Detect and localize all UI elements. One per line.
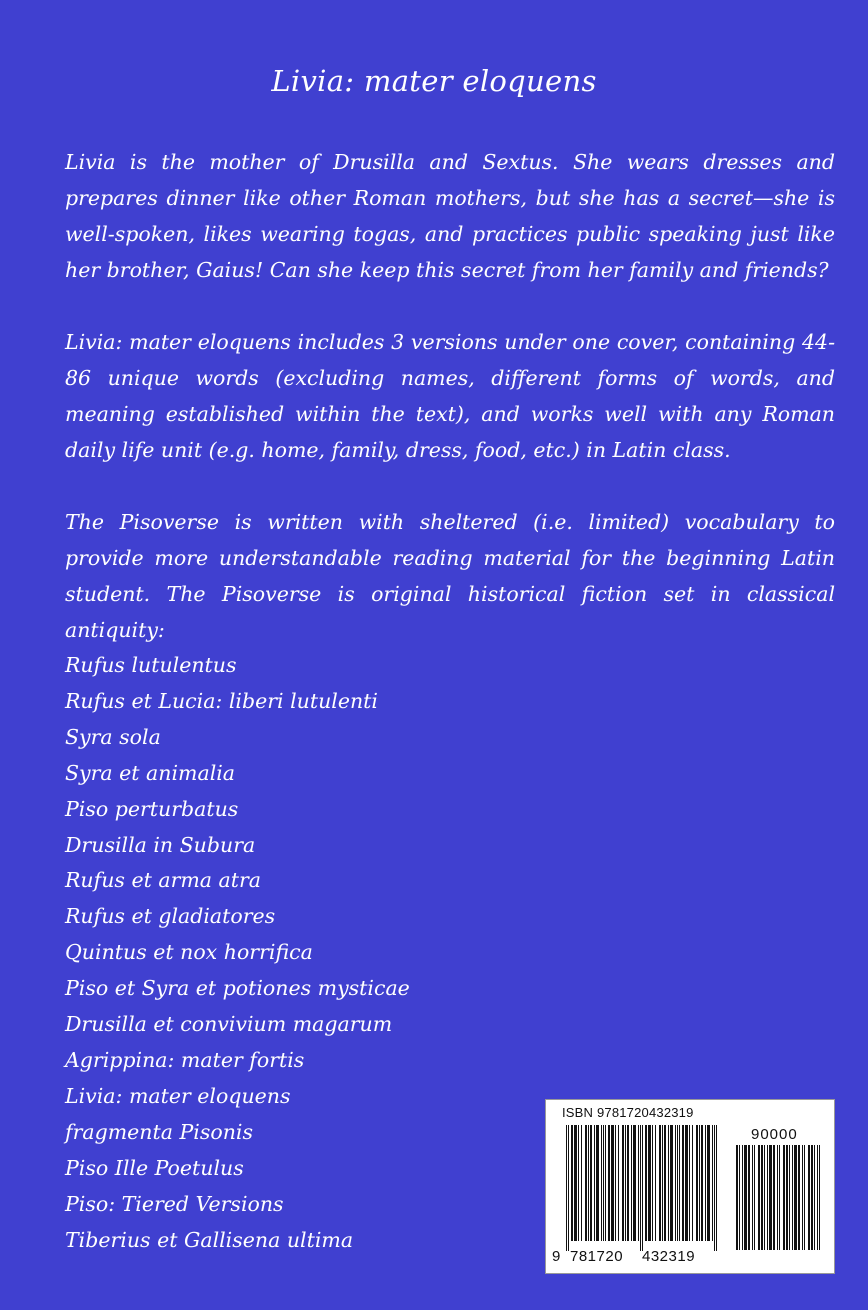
- barcode-bar: [664, 1125, 666, 1241]
- barcode-bar: [608, 1125, 610, 1241]
- barcode-bar: [769, 1145, 772, 1250]
- barcode-bar: [742, 1145, 743, 1250]
- barcode-main-bars: [566, 1125, 718, 1251]
- barcode-bar: [692, 1125, 693, 1241]
- book-list-item: Drusilla et convivium magarum: [65, 1012, 393, 1037]
- book-list-item: Piso: Tiered Versions: [65, 1191, 284, 1216]
- barcode-bar: [714, 1125, 715, 1251]
- barcode-bar: [605, 1125, 606, 1241]
- barcode-bar: [748, 1145, 750, 1250]
- book-list-item: Tiberius et Gallisena ultima: [65, 1227, 354, 1252]
- barcode-bar: [603, 1125, 604, 1241]
- barcode-bar: [571, 1125, 573, 1241]
- barcode-bar: [779, 1145, 780, 1250]
- book-list-item: Rufus et Lucia: liberi lutulenti: [65, 688, 378, 713]
- barcode-bar: [677, 1125, 678, 1241]
- pisoverse-paragraph: The Pisoverse is written with sheltered (i.e. limited) vocabulary to provide more understandable reading material for the beginning Latin student. The Pisoverse is original historical fiction set in classical antiquity:: [65, 510, 835, 642]
- book-list-item: Piso perturbatus: [65, 796, 239, 821]
- isbn-label: ISBN 9781720432319: [562, 1105, 694, 1120]
- barcode-bar: [625, 1125, 626, 1241]
- book-list-item: fragmenta Pisonis: [65, 1119, 253, 1144]
- barcode-bar: [808, 1145, 810, 1250]
- barcode-bar: [638, 1125, 639, 1241]
- barcode-bar: [670, 1125, 673, 1241]
- barcode-bar: [645, 1125, 647, 1241]
- barcode-bar: [705, 1125, 706, 1241]
- barcode-bar: [764, 1145, 765, 1250]
- barcode-bar: [594, 1125, 595, 1241]
- barcode-bar: [754, 1145, 755, 1250]
- barcode-bar: [615, 1125, 616, 1241]
- barcode-digits-right: 432319: [642, 1248, 696, 1265]
- barcode-bar: [631, 1125, 632, 1241]
- barcode-bar: [578, 1125, 579, 1241]
- barcode-addon-label: 90000: [751, 1126, 798, 1143]
- barcode-bar: [699, 1125, 700, 1241]
- versions-paragraph: Livia: mater eloquens includes 3 versions under one cover, containing 44-86 unique words (excluding names, different forms of words, and meaning established within the text), and works well with any Roman daily life unit (e.g. home, family, dress, food, etc.) in Latin class.: [65, 330, 835, 462]
- barcode-digits: [552, 1248, 712, 1265]
- barcode-bar: [627, 1125, 629, 1241]
- synopsis-paragraph: Livia is the mother of Drusilla and Sextus. She wears dresses and prepares dinner like other Roman mothers, but she has a secret—she is well-spoken, likes wearing togas, and practices public speaking just like her brother, Gaius! Can she keep this secret from her family and friends?: [65, 150, 835, 282]
- barcode-digit-first: 9: [552, 1248, 561, 1265]
- barcode-bar: [789, 1145, 790, 1250]
- barcode-bar: [758, 1145, 760, 1250]
- barcode-bar: [701, 1125, 703, 1241]
- barcode-bar: [568, 1125, 569, 1251]
- barcode-bar: [792, 1145, 793, 1250]
- barcode-bar: [689, 1125, 690, 1241]
- barcode-bar: [668, 1125, 669, 1241]
- book-list-item: Drusilla in Subura: [65, 832, 256, 857]
- barcode-bar: [642, 1125, 643, 1251]
- book-list-item: Piso et Syra et potiones mysticae: [65, 976, 410, 1001]
- barcode-bar: [696, 1125, 698, 1241]
- barcode-bar: [585, 1125, 587, 1241]
- barcode-bar: [581, 1125, 582, 1241]
- barcode-bar: [716, 1125, 717, 1251]
- barcode-bar: [744, 1145, 747, 1250]
- barcode-bar: [640, 1125, 641, 1251]
- book-list-item: Piso Ille Poetulus: [65, 1155, 244, 1180]
- barcode-bar: [588, 1125, 589, 1241]
- barcode-bar: [767, 1145, 768, 1250]
- barcode-bar: [773, 1145, 775, 1250]
- book-list: [65, 648, 410, 1258]
- book-list-item: Syra et animalia: [65, 760, 236, 785]
- barcode-bar: [622, 1125, 624, 1241]
- barcode-bar: [618, 1125, 619, 1241]
- barcode-bar: [817, 1145, 818, 1250]
- book-title: Livia: mater eloquens: [271, 64, 597, 98]
- barcode-bar: [682, 1125, 684, 1241]
- barcode-bar: [739, 1145, 740, 1250]
- book-list-item: Syra sola: [65, 724, 161, 749]
- barcode-bar: [712, 1125, 713, 1241]
- barcode-bar: [652, 1125, 653, 1241]
- barcode-bar: [811, 1145, 813, 1250]
- barcode-bar: [596, 1125, 599, 1241]
- book-list-item: Rufus et gladiatores: [65, 904, 276, 929]
- isbn-barcode: [545, 1099, 835, 1274]
- barcode-bar: [814, 1145, 815, 1250]
- barcode-bar: [601, 1125, 602, 1241]
- barcode-bar: [783, 1145, 785, 1250]
- barcode-bar: [794, 1145, 797, 1250]
- book-list-item: Agrippina: mater fortis: [65, 1047, 305, 1072]
- barcode-bar: [659, 1125, 661, 1241]
- barcode-bar: [761, 1145, 763, 1250]
- book-list-item: Livia: mater eloquens: [65, 1083, 291, 1108]
- barcode-digits-left: 781720: [570, 1248, 624, 1265]
- barcode-bar: [819, 1145, 820, 1250]
- barcode-bar: [707, 1125, 710, 1241]
- barcode-bar: [566, 1125, 567, 1251]
- book-list-item: Quintus et nox horrifica: [65, 940, 313, 965]
- book-list-item: Rufus lutulentus: [65, 653, 237, 677]
- barcode-bar: [736, 1145, 738, 1250]
- barcode-bar: [662, 1125, 663, 1241]
- barcode-bar: [633, 1125, 636, 1241]
- barcode-bar: [798, 1145, 800, 1250]
- barcode-bar: [802, 1145, 803, 1250]
- barcode-bar: [590, 1125, 592, 1241]
- barcode-bar: [611, 1125, 614, 1241]
- barcode-bar: [804, 1145, 805, 1250]
- barcode-bar: [648, 1125, 651, 1241]
- barcode-bar: [786, 1145, 788, 1250]
- barcode-addon-bars: [736, 1145, 820, 1260]
- barcode-bar: [777, 1145, 778, 1250]
- barcode-bar: [655, 1125, 656, 1241]
- barcode-bar: [679, 1125, 680, 1241]
- barcode-bar: [574, 1125, 577, 1241]
- barcode-bar: [685, 1125, 688, 1241]
- book-list-item: Rufus et arma atra: [65, 868, 262, 893]
- barcode-bar: [752, 1145, 753, 1250]
- barcode-bar: [675, 1125, 676, 1241]
